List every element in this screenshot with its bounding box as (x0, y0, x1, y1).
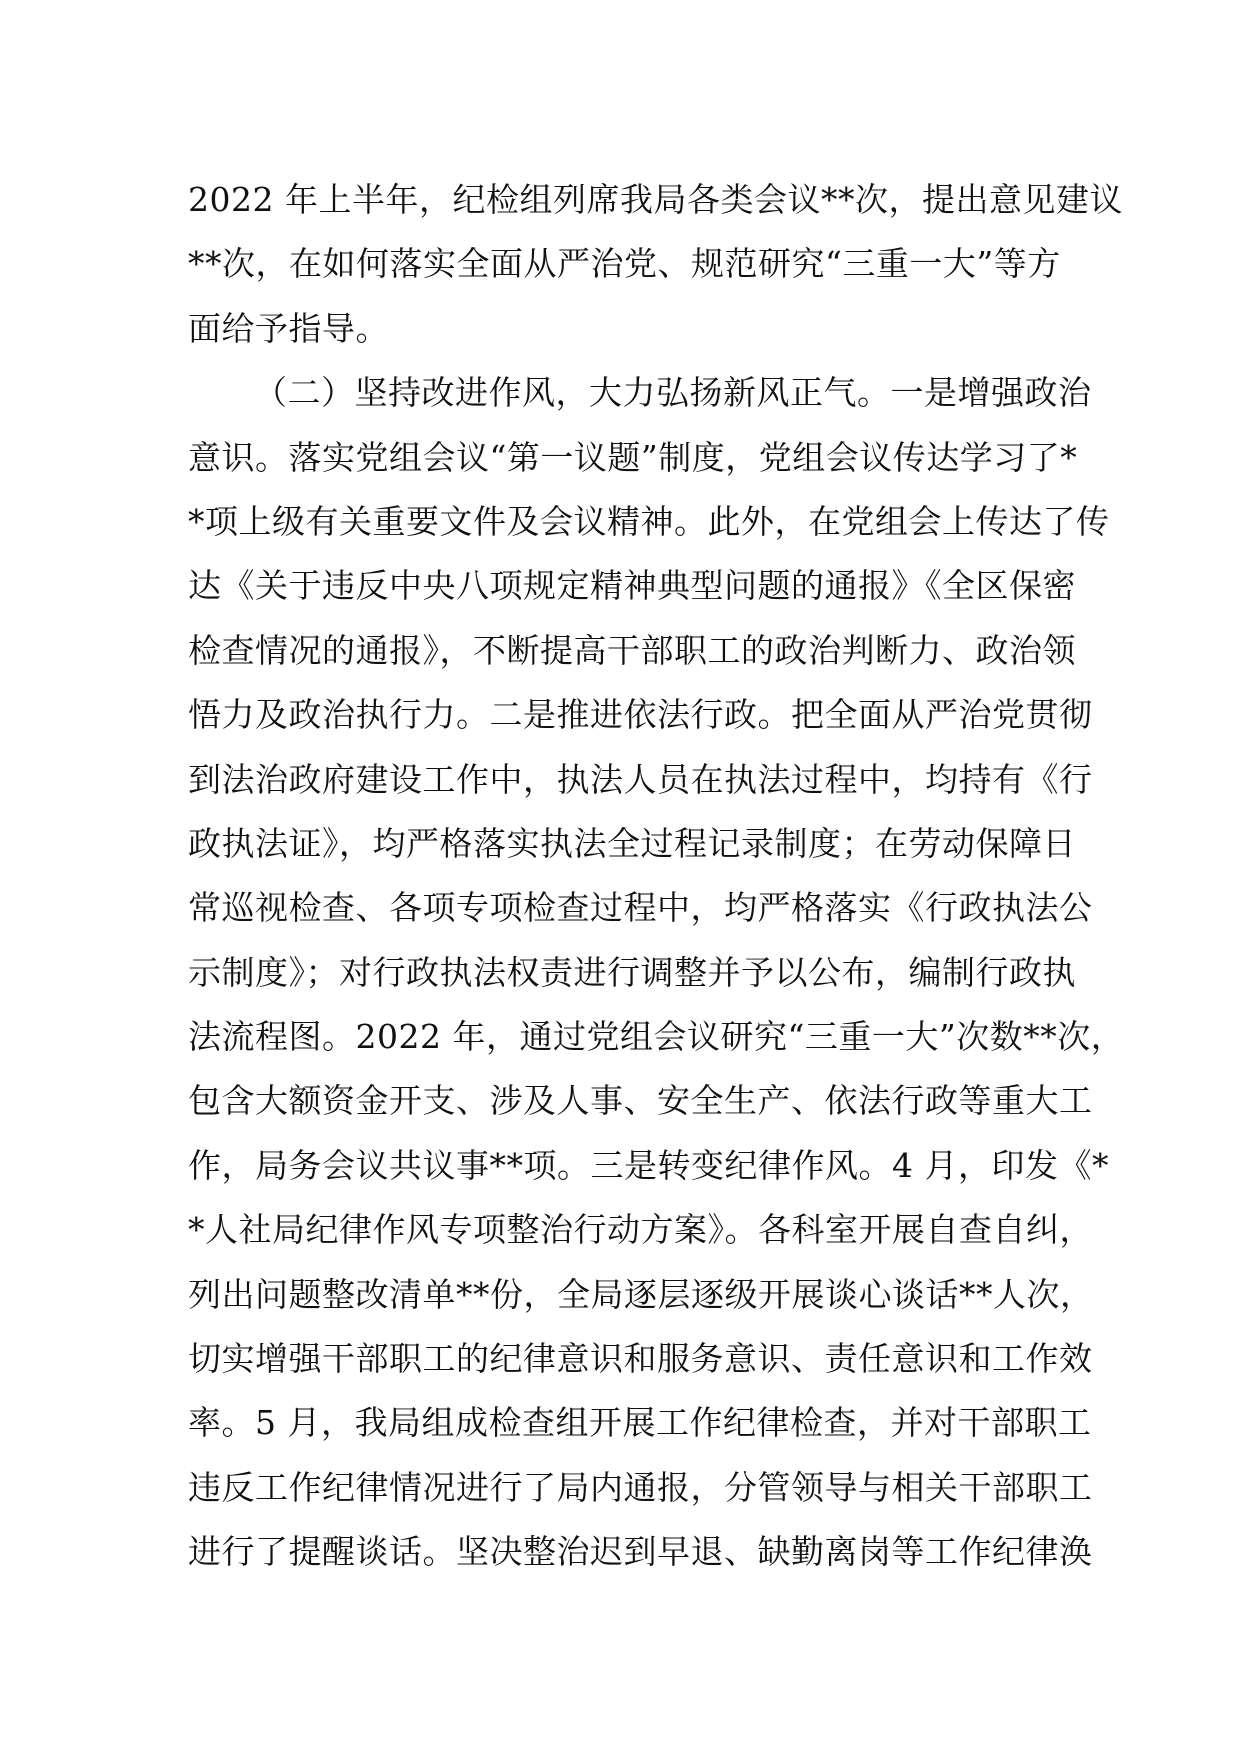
text-line: *项上级有关重要文件及会议精神。此外，在党组会上传达了传 (188, 501, 1110, 541)
text-line: 悟力及政治执行力。二是推进依法行政。把全面从严治党贯彻 (188, 695, 1093, 735)
text-line: 达《关于违反中央八项规定精神典型问题的通报》《全区保密 (188, 566, 1076, 606)
text-line: 示制度》；对行政执法权责进行调整并予以公布，编制行政执 (188, 952, 1076, 992)
text-line: *人社局纪律作风专项整治行动方案》。各科室开展自查自纠， (188, 1210, 1093, 1250)
text-line: 面给予指导。 (188, 308, 389, 348)
body-text (188, 168, 1125, 1585)
text-line: 到法治政府建设工作中，执法人员在执法过程中，均持有《行 (188, 759, 1093, 799)
text-line: **次，在如何落实全面从严治党、规范研究“三重一大”等方 (188, 244, 1061, 284)
text-line: 常巡视检查、各项专项检查过程中，均严格落实《行政执法公 (188, 888, 1093, 928)
text-line: 包含大额资金开支、涉及人事、安全生产、依法行政等重大工 (188, 1081, 1093, 1121)
text-line: 作，局务会议共议事**项。三是转变纪律作风。4 月，印发《* (188, 1145, 1109, 1185)
text-line: 列出问题整改清单**份，全局逐层逐级开展谈心谈话**人次， (188, 1274, 1094, 1314)
text-line: 法流程图。2022 年，通过党组会议研究“三重一大”次数**次， (188, 1017, 1125, 1057)
text-line: 率。5 月，我局组成检查组开展工作纪律检查，并对干部职工 (188, 1403, 1092, 1443)
text-line: 2022 年上半年，纪检组列席我局各类会议**次，提出意见建议 (188, 180, 1123, 219)
text-line: 政执法证》，均严格落实执法全过程记录制度；在劳动保障日 (188, 823, 1076, 863)
text-line: 意识。落实党组会议“第一议题”制度，党组会议传达学习了* (188, 437, 1078, 477)
text-line: 违反工作纪律情况进行了局内通报，分管领导与相关干部职工 (188, 1467, 1093, 1507)
text-line: 检查情况的通报》，不断提高干部职工的政治判断力、政治领 (188, 630, 1076, 670)
section-heading-line: （二）坚持改进作风，大力弘扬新风正气。一是增强政治 (254, 373, 1092, 413)
text-line: 切实增强干部职工的纪律意识和服务意识、责任意识和工作效 (188, 1339, 1093, 1379)
text-line: 进行了提醒谈话。坚决整治迟到早退、缺勤离岗等工作纪律涣 (188, 1532, 1093, 1572)
